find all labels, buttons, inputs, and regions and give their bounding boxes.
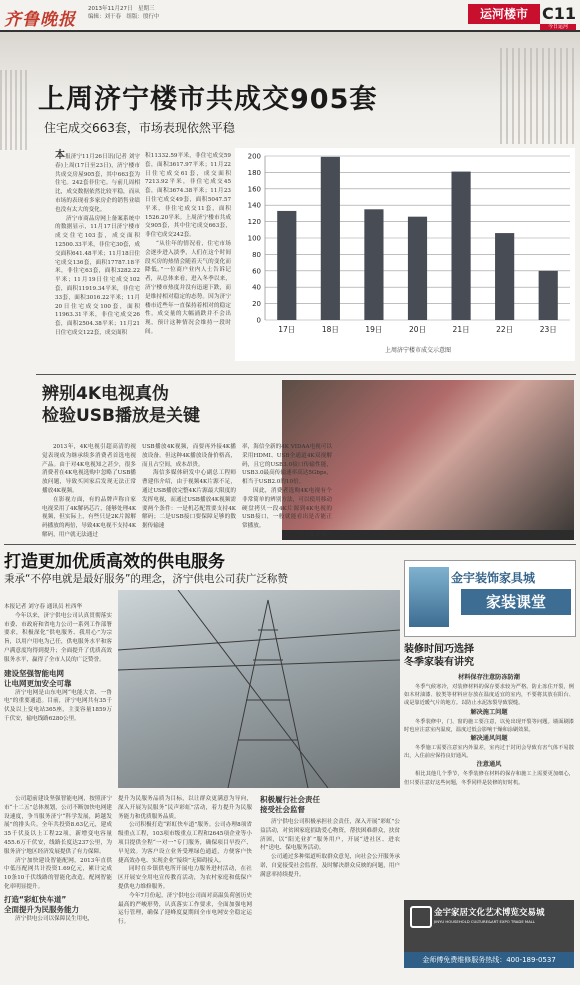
article2-column-2 [142,443,236,531]
lead-column-1 [55,152,140,338]
chart-ytick-label: 140 [247,201,261,210]
article3-lead-para: 今年以来，济宁供电公司认真贯彻落实市委、市政府和省电力公司一系列工作部署要求，积极深化“供电服务、我用心”为宗旨，以用户用电为己任，供电服务水平和客户满意度均得到提升；全面提升了优质高效服务水平，赢得了全市人民的广泛赞誉。 [4,612,112,663]
section-divider [36,374,576,375]
section-title: 运河楼市 [468,4,540,24]
newspaper-logo: 齐鲁晚报 [4,10,76,30]
sidebar-article-body [404,673,574,787]
article3-sub1-para: 济宁电网是山东电网“电能大省、一鲁电”的重要通道。目前，济宁电网共有35千伏及以上变电站365座，主变容量1859万千伏安，输电线路6280公里。 [4,689,112,722]
article2-title [42,383,200,427]
lead-col2-para: 积11332.59平米，非住宅成交59套，面积3617.97平米；11月22日住宅成交61套，成交面积7213.92平米，非住宅成交45套，面积3674.38平米；11月23日住宅成交49套，面积5047.57平米，非住宅成交11套，面积1526.20平米。上周济宁楼市共成交905套，其中住宅成交663套，非住宅成交242套。 [145,153,231,239]
sidebar-para-1: 冬季气候寒冷，对装修材料的保存要求较为严格。防止冻住开裂，例如木材油漆、胶类等材料应存放在温度适宜的室内，不要将其放在阳台、或是靠近暖气片的地方。以防止水泥冻裂导致裂缝。 [404,684,574,707]
chart-xtick-label: 21日 [452,325,470,334]
ad-bottom-english: JINYU HOUSEHOLD CULTURE&ART EXPO TRADE MALL [434,919,536,924]
chart-ytick-label: 200 [247,152,261,161]
article2-col1-para2: 在影视方面，有的品牌声称自家电视采用了4K解码芯片，能够处理4K视频，但实际上，有些只是2K片源解码播放的两倍，导致4K电视不支持4K解码，用户就无法通过 [42,496,136,538]
header-meta [88,5,160,21]
article3-subhead-3b: 接受社会监督 [260,805,305,814]
sidebar-title-line2: 冬季家装有讲究 [404,657,474,668]
article3-subhead-1b: 让电网更加安全可靠 [4,678,72,688]
sidebar-heading-4: 注意通风 [476,761,502,769]
chart-xtick-label: 18日 [321,325,339,334]
chart-xtick-label: 19日 [365,325,383,334]
article2-col1-para: 2013年，4K电视引超高清的视觉表现成为继承续多消费者首选电视产品。由于对4K电视知之甚少，很多消费者在4K电视选购中忽略了USB播放问题，导致买回家后发现无法正常播放4K视频。 [42,444,136,494]
chart-bar [539,271,558,320]
article3-column-1 [4,603,112,724]
article3-subtitle: 秉承“不停电就是最好服务”的理念，济宁供电公司获广泛称赞 [4,573,288,585]
chart-xtick-label: 20日 [408,325,427,334]
chart-bar [321,157,340,320]
lead-headline: 上周济宁楼市共成交905套 [38,84,378,115]
chart-xtick-label: 23日 [539,325,557,334]
article3-sub1-para3: 济宁加快建设智能配网，2013年直供中低压配网共计投资1.69亿元，累计完成10条10千伏线路的智能化改造，配网智能化率明显提升。 [4,857,112,890]
ad-phone-line: 金师傅免费维修服务热线：400-189-0537 [404,952,574,968]
article2-col2-para: USB播放4K视频，而要再外接4K播放设备。但这种4K播放设备价格高，而且占空间，成本昂贵。 [142,444,236,468]
article2-col3-para2: 因此，消费者选购4K电视有个非常简单的辨别方法，可以使用移动硬盘拷贝一段4K片源到4K电视的USB接口，一般就能看出是否能正常播放。 [242,487,332,530]
building-graphic-right [500,48,576,144]
sidebar-title [404,643,574,669]
article3-right-para: 济宁供电公司积极承担社会责任，深入开展“彩虹”公益活动，对贫困家庭捐助爱心物资，帮扶困难群众，扶贫济困，以“阳光业扩”服务用户，开展“进社区、进农村”送电、保电服务活动。 [260,819,400,852]
article3-sub1-para2: 公司超前建设坚强智能电网，按照济宁市“十二五”总体规划，公司不断加快电网建设速度，争当服务济宁“科学发展，跨越发展”的排头兵。全年共投资8.63亿元，建成35千伏及以上工程22项，新增变电容量455.6万千伏安，线路长度达237公里，为服务济宁地区经济发展提供了有力保障。 [4,796,112,855]
article3-mid-para3: 同时在乡镇供电所开展电力服务进村活动，在社区开展安全用电宣传教育活动，为农村家庭和低保户提供电力维修服务。 [118,866,252,890]
sidebar-title-line1: 装修时间巧选择 [404,644,474,655]
article3-column-2 [118,795,252,927]
article3-sub2-para: 济宁供电公司以保障民生用电， [15,915,94,922]
article3-mid-para: 提升为民服务品质为目标，以让群众更满意为导向，深入开展为民服务“民声彩虹”活动，着力提升为民服务能力和优质服务品质。 [118,796,252,820]
article3-right-para2: 公司通过多种渠道听取群众意见，向社会公开服务承诺，自觉接受社会监督，及时解决群众反映的问题，用户满意率持续提升。 [260,854,400,878]
furniture-ad-footer [404,900,574,952]
article2-byline: （张效良） [304,531,332,538]
ad-logo-icon [410,906,432,928]
article2-column-3 [242,443,332,540]
chart-caption: 上周济宁楼市成交示意图 [385,347,452,354]
article3-subhead-1: 建设坚强智能电网 [4,668,64,678]
dropcap: 本 [55,150,66,161]
chart-ytick-label: 100 [247,234,261,243]
chart-panel [235,148,575,361]
article3-subhead-3: 积极履行社会责任 [260,795,320,804]
lead-col1-para2: 济宁市商品房网上备案系统中的数据显示，11月17日济宁楼市成交住宅103套，成交面积12500.33平米，非住宅30套，成交面积641.48平米；11月18日住宅成交136套，面积17787.18平米，非住宅63套，面积3282.22平米；11月19日住宅成交102套，面积11919.34平米，非住宅33套，面积3016.22平米；11月20日住宅成交100套，面积11963.31平米，非住宅成交26套，面积2504.38平米；11月21日住宅成交122套，成交面积 [55,215,140,336]
building-graphic-left [0,70,30,150]
ad-bottom-brand: 金宇家居文化艺术博览交易城 [434,908,545,918]
article3-column-3 [260,795,400,880]
article3-mid-para2: 公司积极打造“彩虹快车道”服务。公司办理8项省级重点工程，103项市级重点工程和2645项企业等小项目提供全程“一对一”专门服务，确保项目早投产、早见效。为客户设立业务受理绿色通道，方便客户快捷高效办电、实现企业“接续”无障碍接入。 [118,822,252,864]
chart-ytick-label: 80 [252,250,261,259]
article2-col3-para: 率，海信全新的4K VIDAA电视可以采用HDMI、USB全通道4K双视解码，且它的USB3.0接口传输性能，USB3.0最高传输速率高达5Gbps，相当于USB2.0的10倍。 [242,444,332,486]
sidebar-heading-1: 材料保存注意防冻防潮 [458,674,520,681]
chart-ytick-label: 160 [247,185,261,194]
chart-ytick-label: 20 [252,300,261,309]
chart-ytick-label: 40 [252,283,261,292]
article3-subhead-2: 打造“彩虹快车道” [4,894,67,904]
sidebar-heading-2: 解决施工问题 [470,708,508,716]
sidebar-para-3: 冬季施工需要注意室内外温差，室内过于封闭会导致有害气体不易散出，入住前应保持良好通风。 [404,745,574,760]
lead-subheadline: 住宅成交663套，市场表现依然平稳 [44,121,235,135]
lead-column-2 [145,152,231,337]
chart-ytick-label: 60 [252,267,261,276]
article3-subhead-2b: 全面提升为民服务能力 [4,904,79,914]
article2-column-1 [42,443,136,540]
section-divider-2 [4,544,576,545]
article2-title-line2: 检验USB播放是关键 [42,406,201,426]
date-line: 2013年11月27日 星期三 [88,6,155,12]
article2-col2-para2: 海信多媒体研发中心副总工程师曹建伟介绍，由于视频4K片源不足，通过USB播放完整4K片源最大限度的发挥电视，而通过USB播放4K视频需要两个条件：一是机芯配置要支持4K解码；二是USB接口要保障足够的数据传输速 [142,470,236,530]
chart-bar [364,209,383,320]
chart-ytick-label: 180 [247,168,261,177]
ad-decoration [409,567,449,627]
sidebar-para-4: 相比其他几个季节，冬季装修在材料的保存和施工上需要更加细心，但只要注意好这些问题，冬季同样是装修的好时机。 [404,771,574,786]
editor-line: 编辑：刘干春 组版：殷行中 [88,14,160,20]
article2-title-line1: 辨别4K电视真伪 [42,384,170,404]
chart-xtick-label: 22日 [496,325,514,334]
lead-col1-text: 报济宁11月26日讯(记者 刘守春)上周(17日至23日)，济宁楼市共成交房屋905套，其中663套为住宅。242套非住宅。与前几周相比，成交数据依然比较平稳，而从市场的表现看多家房企的销售业绩也没有太大的变化。 [55,154,140,213]
sidebar-heading-3: 解决通风问题 [470,735,508,743]
chart-bar [277,211,296,320]
chart-bar [408,217,427,320]
bar-chart [235,148,575,361]
edition-label: 今日运河 [540,24,576,31]
article3-byline: 本报记者 刘守春 通讯员 杜西华 [4,604,83,610]
sidebar-para-2: 冬季装修中，门、窗的施工要注意，以免出现开裂等问题。墙面刷漆时也应注意室内温度，温度过低会影响干燥和涂刷效果。 [404,718,574,733]
page-number: C11 [542,4,577,23]
furniture-ad-header [404,560,576,637]
chart-xtick-label: 17日 [278,325,296,334]
ad-slogan: 家装课堂 [461,589,571,615]
ad-brand: 金宇装饰家具城 [451,571,536,585]
chart-ytick-label: 120 [247,218,261,227]
lead-col2-para2: “从往年的情况看，住宅市场会逐步进入淡季，人们在这个时间段买房的热情会随着天气的变化而降低。”一位商户业内人士告诉记者，从总体来看，进入冬季以来，济宁楼市热度并没有迅速下跌，而是维持相对稳定的态势。因为济宁楼市近些年一直保持着相对的稳定性，成交量的大幅涌跌并不会出现，预计这种情况会维持一段时间。 [145,240,231,335]
chart-ytick-label: 0 [256,316,261,325]
chart-bar [495,233,514,320]
article3-mid-para4: 今年7月份起，济宁供电公司面对高温负荷创历史最高的严峻形势，认真落实工作要求，全面加强电网运行管理，确保了迎峰度夏期间全市电网安全稳定运行。 [118,892,252,926]
chart-bar [451,172,470,320]
lead-col1-para [55,152,140,215]
article3-column-1b [4,795,112,924]
power-line-photo [118,590,400,788]
tower-illustration [118,590,400,788]
article3-title: 打造更加优质高效的供电服务 [4,552,225,572]
section-banner [468,4,576,30]
